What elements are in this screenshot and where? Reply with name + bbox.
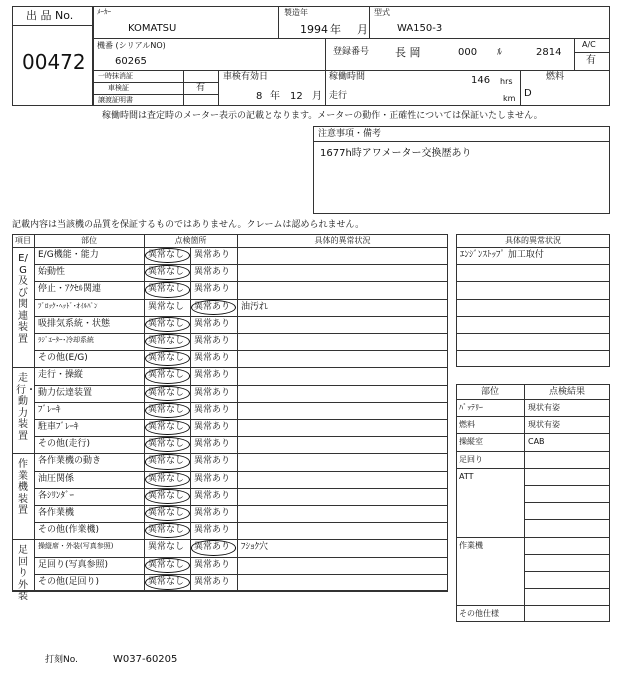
row-part: 駐車ﾌﾞﾚｰｷ: [38, 422, 79, 432]
status-ng-label: 異常あり: [194, 542, 231, 553]
right-header-part: 部位: [480, 387, 499, 397]
serial-value: 60265: [115, 56, 147, 67]
group-label-3: 足回り外装: [18, 545, 28, 603]
row-part: その他(作業機): [38, 525, 100, 536]
hours-unit: hrs: [500, 77, 513, 86]
month-unit: 月: [357, 23, 368, 36]
right-top-header: 具体的異常状況: [505, 236, 561, 245]
status-ok-label: 異常なし: [148, 370, 185, 381]
status-ng-label: 異常あり: [194, 439, 231, 450]
inspection-cert-label: 車検証: [108, 84, 129, 92]
status-ok-label: 異常なし: [148, 301, 185, 312]
status-ok-label: 異常なし: [148, 576, 185, 587]
model-value: WA150-3: [397, 23, 443, 34]
status-ok-label: 異常なし: [148, 490, 185, 501]
status-ok-label: 異常なし: [148, 456, 185, 467]
group-label-0: E/G及び関連装置: [18, 253, 28, 345]
row-part: 操縦席・外装(写真参照): [38, 542, 114, 551]
status-ok-label: 異常なし: [148, 318, 185, 329]
status-ng-label: 異常あり: [194, 473, 231, 484]
status-ng-label: 異常あり: [194, 508, 231, 518]
right-header-result: 点検結果: [548, 387, 585, 397]
stamp-value: W037-60205: [113, 654, 178, 665]
expiry-month-unit: 月: [312, 91, 322, 102]
inspection-cert-value: 有: [196, 83, 206, 93]
listing-number: 00472: [22, 50, 86, 74]
status-ng-label: 異常あり: [194, 267, 231, 278]
row-part: ﾗｼﾞｴｰﾀｰ･冷却系統: [38, 336, 94, 344]
row-part: 停止・ｱｸｾﾙ関連: [38, 284, 102, 295]
row-part: 油圧関係: [38, 473, 75, 484]
fuel-value: D: [524, 88, 532, 99]
status-ng-label: 異常あり: [194, 559, 231, 570]
status-ok-label: 異常なし: [148, 267, 185, 278]
result-part: ﾊﾞｯﾃﾘｰ: [459, 403, 483, 412]
notes-box: [313, 126, 610, 214]
reg-kana: ﾙ: [497, 47, 502, 58]
row-part: 走行・操縦: [38, 370, 84, 381]
year-unit: 年: [330, 23, 341, 36]
row-part: ﾌﾞﾚｰｷ: [38, 404, 61, 415]
status-ng-label: 異常あり: [194, 250, 231, 260]
notes-title: 注意事項・備考: [318, 129, 382, 139]
fuel-label: 燃料: [546, 72, 565, 82]
ac-value: 有: [586, 55, 596, 66]
notes-text: 1677h時アワメーター交換歴あり: [320, 148, 472, 159]
status-ng-label: 異常あり: [194, 370, 231, 381]
right-top-row: ｴﾝｼﾞﾝｽﾄｯﾌﾟ 加工取付: [460, 250, 544, 260]
row-part: 足回り(写真参照): [38, 559, 109, 570]
temp-label: 一時抹消証: [98, 72, 133, 80]
other-spec-label: その他仕様: [459, 609, 499, 619]
table-header-2: 点検箇所: [174, 236, 207, 245]
row-part: 吸排気系統・状態: [38, 318, 111, 329]
work-label: 作業機: [459, 540, 483, 550]
table-header-3: 具体的異常状況: [314, 236, 371, 245]
status-ng-label: 異常あり: [194, 576, 231, 587]
status-ok-label: 異常なし: [148, 508, 185, 518]
row-part: 各作業機の動き: [38, 456, 102, 467]
distance-unit: km: [503, 94, 516, 103]
reg-label: 登録番号: [333, 47, 370, 57]
status-ok-label: 異常なし: [148, 387, 185, 398]
status-ok-label: 異常なし: [148, 353, 185, 364]
result-part: 操縦室: [459, 437, 483, 447]
status-ok-label: 異常なし: [148, 439, 185, 450]
att-label: ATT: [459, 471, 474, 481]
status-ok-label: 異常なし: [148, 284, 185, 295]
table-header-0: 項目: [15, 236, 31, 245]
status-ng-label: 異常あり: [194, 301, 231, 312]
quality-disclaimer: 記載内容は当該機の品質を保証するものではありません。クレームは認められません。: [12, 220, 365, 230]
result-value: 現状有姿: [528, 403, 560, 412]
row-part: 各ｼﾘﾝﾀﾞｰ: [38, 490, 75, 501]
listing-label: 出 品 No.: [26, 9, 74, 22]
status-ng-label: 異常あり: [194, 318, 231, 329]
status-ng-label: 異常あり: [194, 456, 231, 467]
expiry-label: 車検有効日: [223, 72, 269, 82]
maker-value: KOMATSU: [128, 23, 177, 34]
hours-label: 稼働時間: [329, 72, 366, 82]
status-ok-label: 異常なし: [148, 336, 185, 346]
status-ok-label: 異常なし: [148, 250, 185, 260]
status-ok-label: 異常なし: [148, 559, 185, 570]
row-note: ﾌｼｮｸ穴: [241, 542, 269, 553]
status-ok-label: 異常なし: [148, 473, 185, 484]
hours-value: 146: [471, 75, 491, 86]
ac-label: A/C: [582, 40, 596, 49]
group-label-1: 走行・動力装置: [16, 373, 36, 442]
reg-num2: 2814: [536, 47, 562, 58]
year-value: 1994: [300, 23, 328, 36]
table-header-1: 部位: [81, 236, 97, 245]
transfer-label: 譲渡証明書: [98, 96, 133, 104]
result-value: CAB: [528, 437, 545, 447]
result-part: 足回り: [459, 454, 483, 464]
result-value: 現状有姿: [528, 420, 560, 430]
expiry-month: 12: [290, 91, 303, 102]
stamp-label: 打刻No.: [45, 655, 78, 665]
row-part: ﾌﾞﾛｯｸ･ﾍｯﾄﾞ･ｵｲﾙﾊﾟﾝ: [38, 301, 98, 310]
row-part: 動力伝達装置: [38, 387, 93, 398]
status-ok-label: 異常なし: [148, 404, 185, 415]
row-part: その他(E/G): [38, 353, 88, 364]
row-note: 油汚れ: [241, 301, 269, 312]
status-ok-label: 異常なし: [148, 542, 185, 553]
serial-label: 機番 (シリアルNO): [97, 41, 166, 50]
expiry-year-unit: 年: [270, 91, 280, 102]
row-part: 始動性: [38, 267, 66, 278]
row-part: その他(足回り): [38, 576, 100, 587]
status-ok-label: 異常なし: [148, 422, 185, 432]
row-part: その他(走行): [38, 439, 91, 450]
status-ok-label: 異常なし: [148, 525, 185, 536]
status-ng-label: 異常あり: [194, 404, 231, 415]
reg-num1: 000: [458, 47, 478, 58]
distance-label: 走行: [329, 91, 348, 101]
year-label: 製造年: [284, 8, 308, 17]
status-ng-label: 異常あり: [194, 284, 231, 295]
status-ng-label: 異常あり: [194, 422, 231, 432]
maker-label: ﾒｰｶｰ: [97, 8, 111, 16]
status-ng-label: 異常あり: [194, 387, 231, 398]
hours-disclaimer: 稼働時間は査定時のメーター表示の記載となります。メーターの動作・正確性については保証いたしません。: [102, 111, 543, 121]
status-ng-label: 異常あり: [194, 525, 231, 536]
group-label-2: 作業機装置: [18, 459, 28, 517]
result-part: 燃料: [459, 420, 475, 430]
status-ng-label: 異常あり: [194, 353, 231, 364]
status-ng-label: 異常あり: [194, 490, 231, 501]
row-part: E/G機能・能力: [38, 250, 99, 260]
model-label: 型式: [374, 8, 390, 17]
row-part: 各作業機: [38, 508, 75, 518]
status-ng-label: 異常あり: [194, 336, 231, 346]
reg-place: 長 岡: [395, 46, 421, 59]
expiry-year: 8: [256, 91, 263, 102]
